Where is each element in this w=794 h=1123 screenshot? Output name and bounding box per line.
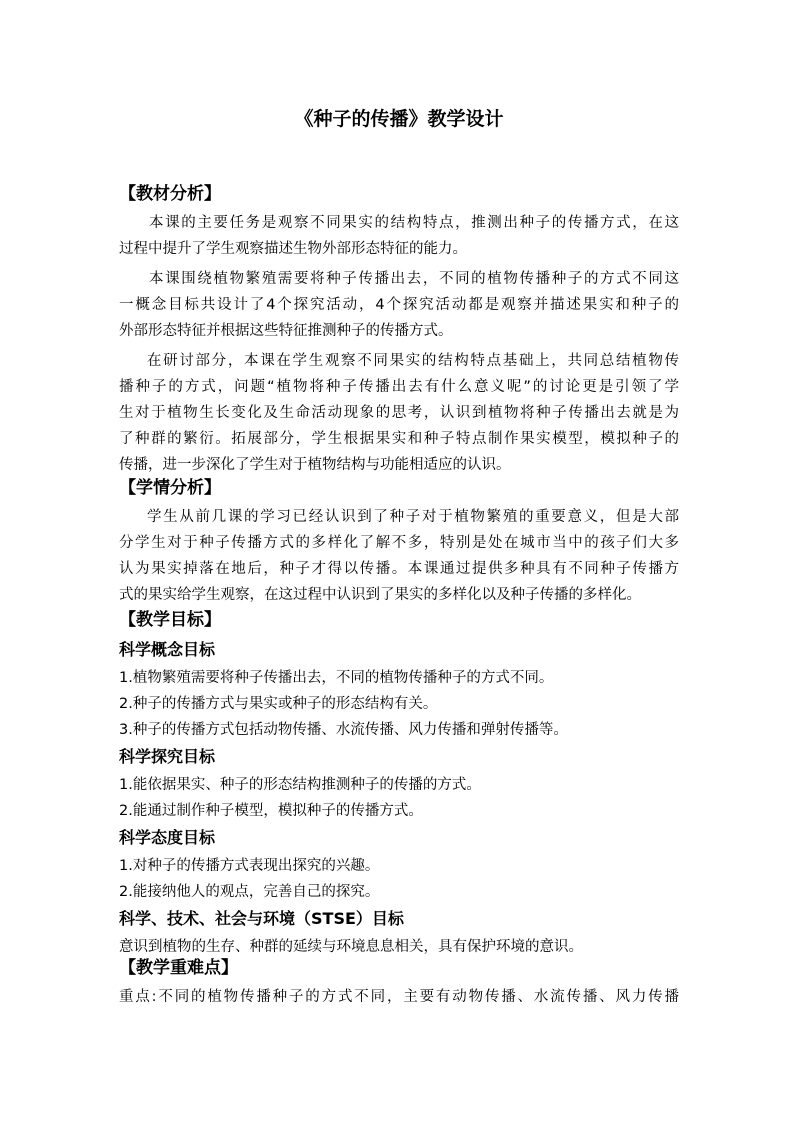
paragraph-line: 认为果实掉落在地后，种子才得以传播。本课通过提供多种具有不同种子传播方 <box>119 561 679 577</box>
paragraph-line: 分学生对于种子传播方式的多样化了解不多，特别是处在城市当中的孩子们大多 <box>119 535 679 551</box>
student-analysis-section <box>119 476 679 608</box>
subheading-attitude: 科学态度目标 <box>119 828 216 847</box>
paragraph-line: 式的果实给学生观察，在这过程中认识到了果实的多样化以及种子传播的多样化。 <box>119 587 641 603</box>
section-heading-objectives: 【教学目标】 <box>119 610 221 630</box>
paragraph-line: 播种子的方式，问题“植物将种子传播出去有什么意义呢”的讨论更是引领了学 <box>119 379 679 395</box>
list-item: 1.植物繁殖需要将种子传播出去，不同的植物传播种子的方式不同。 <box>119 670 554 686</box>
paragraph-line: 本课的主要任务是观察不同果实的结构特点，推测出种子的传播方式，在这 <box>149 215 679 231</box>
material-analysis-section <box>119 182 679 478</box>
list-item: 重点:不同的植物传播种子的方式不同，主要有动物传播、水流传播、风力传播 <box>119 989 679 1005</box>
paragraph-line: 一概念目标共设计了4个探究活动，4个探究活动都是观察并描述果实和种子的 <box>119 297 679 313</box>
paragraph-line: 在研讨部分，本课在学生观察不同果实的结构特点基础上，共同总结植物传 <box>147 353 679 369</box>
paragraph-line: 外部形态特征并根据这些特征推测种子的传播方式。 <box>119 323 453 339</box>
section-heading-key-points: 【教学重难点】 <box>119 958 238 978</box>
key-points-section <box>119 956 679 1010</box>
list-item: 3.种子的传播方式包括动物传播、水流传播、风力传播和弹射传播等。 <box>119 722 568 738</box>
list-item: 2.能通过制作种子模型，模拟种子的传播方式。 <box>119 803 423 819</box>
paragraph-line: 传播，进一步深化了学生对于植物结构与功能相适应的认识。 <box>119 457 511 473</box>
list-item: 1.对种子的传播方式表现出探究的兴趣。 <box>119 858 380 874</box>
paragraph-line: 本课围绕植物繁殖需要将种子传播出去，不同的植物传播种子的方式不同这 <box>149 271 679 287</box>
subheading-concept: 科学概念目标 <box>119 640 216 659</box>
paragraph-line: 生对于植物生长变化及生命活动现象的思考，认识到植物将种子传播出去就是为 <box>119 405 679 421</box>
section-heading-student-analysis: 【学情分析】 <box>119 478 221 498</box>
subheading-inquiry: 科学探究目标 <box>119 747 216 766</box>
list-item: 1.能依据果实、种子的形态结构推测种子的传播的方式。 <box>119 777 481 793</box>
list-item: 2.能接纳他人的观点，完善自己的探究。 <box>119 884 380 900</box>
paragraph-line: 了种群的繁衍。拓展部分，学生根据果实和种子特点制作果实模型，模拟种子的 <box>119 431 679 447</box>
paragraph-line: 过程中提升了学生观察描述生物外部形态特征的能力。 <box>119 241 467 257</box>
document-title: 《种子的传播》教学设计 <box>294 108 504 130</box>
list-item: 意识到植物的生存、种群的延续与环境息息相关，具有保护环境的意识。 <box>119 939 583 955</box>
subheading-stse: 科学、技术、社会与环境（STSE）目标 <box>119 909 404 928</box>
objectives-section <box>119 608 679 960</box>
paragraph-line: 学生从前几课的学习已经认识到了种子对于植物繁殖的重要意义，但是大部 <box>147 509 679 525</box>
section-heading-material-analysis: 【教材分析】 <box>119 184 221 204</box>
document-page <box>119 0 679 1123</box>
list-item: 2.种子的传播方式与果实或种子的形态结构有关。 <box>119 696 438 712</box>
